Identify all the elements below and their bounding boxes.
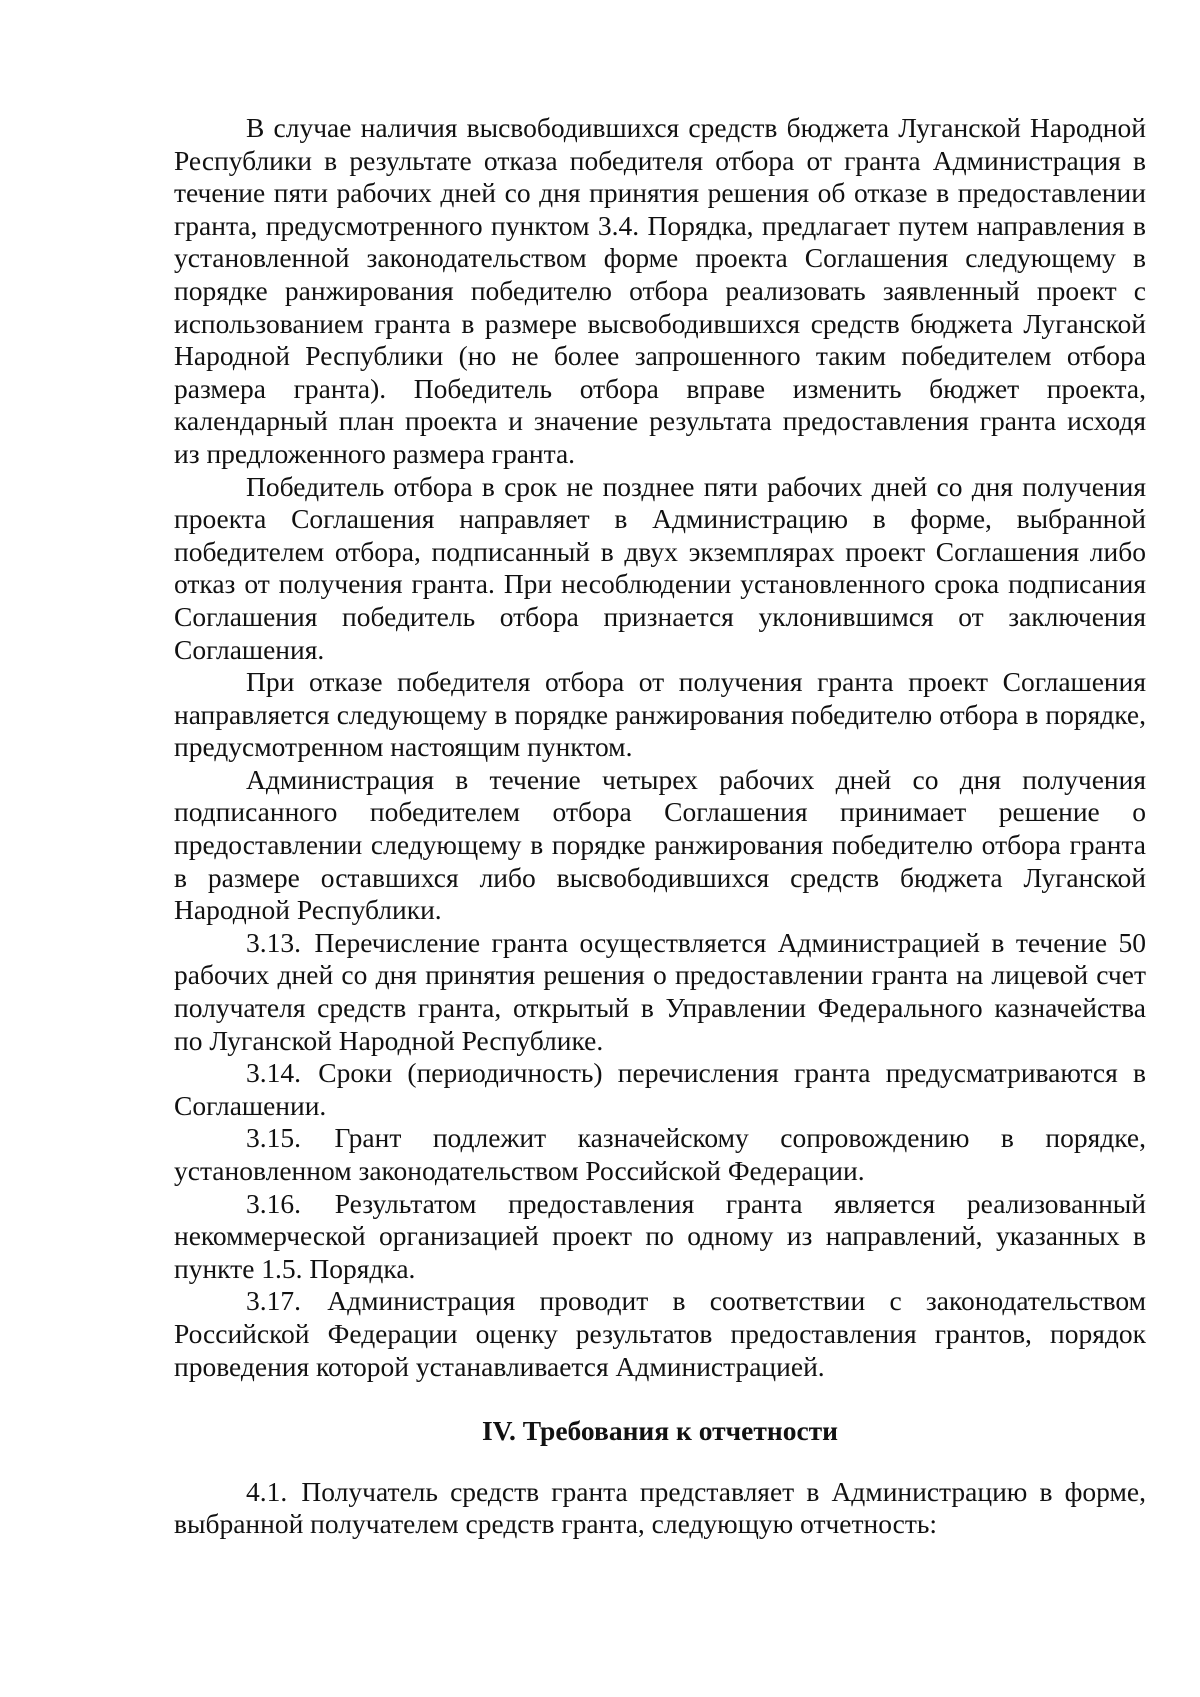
clause-3-16 xyxy=(174,1188,1146,1286)
clause-text: Результатом предоставления гранта является реализованный некоммерческой организацией проект по одному из направлений, указанных в пункте 1.5. Порядка. xyxy=(174,1187,1146,1284)
clause-number: 3.16. xyxy=(246,1187,301,1219)
clause-number: 3.13. xyxy=(246,926,301,958)
clause-text: Администрация проводит в соответствии с законодательством Российской Федерации оценку результатов предоставления грантов, порядок проведения которой устанавливается Администрацией. xyxy=(174,1285,1147,1382)
clause-3-15 xyxy=(174,1122,1146,1187)
paragraph-winner-refusal: При отказе победителя отбора от получения гранта проект Соглашения направляется следующему в порядке ранжирования победителю отбора в порядке, предусмотренном настоящим пунктом. xyxy=(174,666,1146,763)
clause-number: 4.1. xyxy=(246,1475,288,1507)
clause-number: 3.17. xyxy=(246,1285,301,1317)
clause-3-13 xyxy=(174,927,1146,1057)
clause-text: Перечисление гранта осуществляется Администрацией в течение 50 рабочих дней со дня принятия решения о предоставлении гранта на лицевой счет получателя средств гранта, открытый в Управлении Федерального казначейства по Луганской Народной Республике. xyxy=(174,926,1147,1056)
clause-3-17 xyxy=(174,1285,1146,1383)
clause-text: Грант подлежит казначейскому сопровождению в порядке, установленном законодательством Российской Федерации. xyxy=(174,1122,1146,1186)
clause-text: Сроки (периодичность) перечисления гранта предусматриваются в Соглашении. xyxy=(174,1057,1146,1121)
paragraph-winner-signing: Победитель отбора в срок не позднее пяти рабочих дней со дня получения проекта Соглашения направляет в Администрацию в форме, выбранной победителем отбора, подписанный в двух экземплярах проект Соглашения либо отказ от получения гранта. При несоблюдении установленного срока подписания Соглашения победитель отбора признается уклонившимся от заключения Соглашения. xyxy=(174,470,1146,665)
document-page xyxy=(174,112,1146,1541)
clause-text: Получатель средств гранта представляет в Администрацию в форме, выбранной получателем средств гранта, следующую отчетность: xyxy=(174,1475,1146,1540)
paragraph-administration-decision: Администрация в течение четырех рабочих дней со дня получения подписанного победителем отбора Соглашения принимает решение о предоставлении следующему в порядке ранжирования победителю отбора гранта в размере оставшихся либо высвободившихся средств бюджета Луганской Народной Республики. xyxy=(174,763,1146,926)
clause-3-14 xyxy=(174,1057,1146,1122)
section-heading: IV. Требования к отчетности xyxy=(481,1415,839,1447)
clause-number: 3.14. xyxy=(246,1057,301,1089)
paragraph-released-funds: В случае наличия высвободившихся средств бюджета Луганской Народной Республики в результате отказа победителя отбора от гранта Администрация в течение пяти рабочих дней со дня принятия решения об отказе в предоставлении гранта, предусмотренного пунктом 3.4. Порядка, предлагает путем направления в установленной законодательством форме проекта Соглашения следующему в порядке ранжирования победителю отбора реализовать заявленный проект с использованием гранта в размере высвободившихся средств бюджета Луганской Народной Республики (но не более запрошенного таким победителем отбора размера гранта). Победитель отбора вправе изменить бюджет проекта, календарный план проекта и значение результата предоставления гранта исходя из предложенного размера гранта. xyxy=(174,112,1146,469)
clause-4-1 xyxy=(174,1476,1146,1541)
clause-number: 3.15. xyxy=(246,1122,301,1154)
